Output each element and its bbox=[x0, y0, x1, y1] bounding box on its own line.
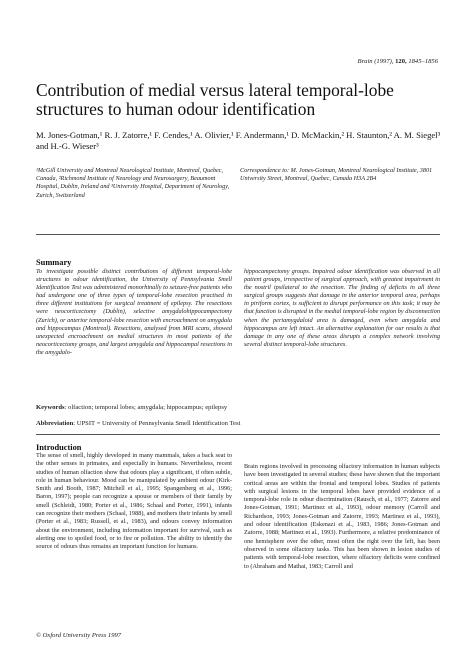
abbreviation bbox=[36, 420, 442, 428]
abbreviation-label: Abbreviation bbox=[36, 420, 74, 427]
journal-name: Brain bbox=[357, 58, 373, 65]
keywords-text: : olfaction; temporal lobes; amygdala; hippocampus; epilepsy bbox=[64, 404, 228, 411]
introduction-column-right: Brain regions involved in processing olfactory information in human subjects have been investigated in several studies; these have shown that the important cortical areas are within the frontal and temporal lobes. Studies of patients with surgical lesions in the temporal lobes have provided evidence of a temporal-lobe role in odour discrimination (Rausch, et al., 1977; Zatorre and Jones-Gotman, 1991; Martinez et al., 1993), odour memory (Carroll and Richardson, 1993; Jones-Gotman and Zatorre, 1993; Martinez et al., 1993), and odour identification (Eskenazi et al., 1983, 1986; Jones-Gotman and Zatorre, 1988; Martinez et al., 1993). Furthermore, a relative predominance of one hemisphere over the other, most often the right over the left, has been observed in some olfactory tasks. This has been shown in lesion studies of patients with temporal-lobe resection, where olfactory deficits were confined to (Abraham and Mathai, 1983; Carroll and bbox=[244, 463, 440, 570]
copyright-notice: © Oxford University Press 1997 bbox=[36, 632, 122, 639]
introduction-column-left: The sense of smell, highly developed in many mammals, takes a back seat to the other senses in primates, and especially in humans. Nevertheless, recent studies of human olfaction show that odours play a significant, if often subtle, role in human behaviour. Mood can be manipulated by ambient odour (Kirk-Smith and Booth, 1987; Mitchell et al., 1995; Spangenberg et al., 1996; Baron, 1997); people can recognize a spouse or members of their family by smell (Schleidt, 1980; Porter et al., 1986; Schaal and Porter, 1991), infants can recognize their mothers (Schaal, 1988), and mothers their infants by smell (Porter et al., 1983; Russell, et al., 1983), and odours convey information about the environment, including information important for survival, such as alerting one to spoiled food, or to fire or pollution. The ability to identify the source of odours thus remains an important function for humans. bbox=[36, 452, 232, 551]
article-title: Contribution of medial versus lateral temporal-lobe structures to human odour identification bbox=[36, 80, 394, 119]
correspondence: Correspondence to: M. Jones-Gotman, Montreal Neurological Institute, 3801 University Street, Montreal, Quebec, Canada H3A 2B4 bbox=[240, 167, 433, 183]
journal-reference bbox=[358, 58, 438, 65]
abbreviation-text: : UPSIT = University of Pennsylvania Smell Identification Test bbox=[73, 420, 241, 427]
summary-heading: Summary bbox=[36, 258, 72, 267]
journal-volume: 120, bbox=[395, 58, 407, 65]
divider-top bbox=[36, 234, 440, 235]
keywords-label: Keywords bbox=[36, 404, 65, 411]
introduction-heading: Introduction bbox=[36, 443, 82, 452]
divider-bottom bbox=[36, 434, 440, 435]
summary-column-right: hippocampectomy groups. Impaired odour identification was observed in all patient groups, irrespective of surgical approach, with greatest impairment in the nostril ipsilateral to the resection. The finding of deficits in all three surgical groups suggests that damage in the anterior temporal area, perhaps in piriform cortex, is sufficient to disrupt performance on this task; it may be that function is disrupted in the medial temporal-lobe region by disconnection when the periamygdaloid area is damaged, even when amygdala and hippocampus are left intact. An alternative explanation for our results is that damage in any one of these areas disrupts a complex network involving several distinct temporal-lobe structures. bbox=[244, 268, 440, 348]
journal-year: (1997), bbox=[374, 58, 394, 65]
author-list: M. Jones-Gotman,¹ R. J. Zatorre,¹ F. Cendes,¹ A. Olivier,¹ F. Andermann,¹ D. McMackin,² H. Staunton,² A. M. Siegel³ and H.-G. Wieser³ bbox=[36, 130, 441, 151]
affiliations: ¹McGill University and Montreal Neurological Institute, Montreal, Quebec, Canada, ²Richmond Institute of Neurology and Neurosurgery, Beaumont Hospital, Dublin, Ireland and ³University Hospital, Department of Neurology, Zurich, Switzerland bbox=[36, 167, 230, 199]
keywords bbox=[36, 404, 442, 412]
journal-pages: 1845–1856 bbox=[408, 58, 438, 65]
summary-column-left: To investigate possible distinct contributions of different temporal-lobe structures to odour identification, the University of Pennsylvania Smell Identification Test was administered monorhinally to seizure-free patients who had undergone one of three types of temporal-lobe resection practised in three different institutions for surgical treatment of epilepsy. The resections were neocorticectomy (Dublin), selective amygdalohippocampectomy (Zurich), or anterior temporal-lobe resection with encroachment on amygdala and hippocampus (Montreal). Resections, analysed from MRI scans, showed unexpected encroachment on medial structures in most patients of the neocorticectomy groups, and largest amygdala and hippocampal resections in the amygdalo- bbox=[36, 268, 232, 356]
